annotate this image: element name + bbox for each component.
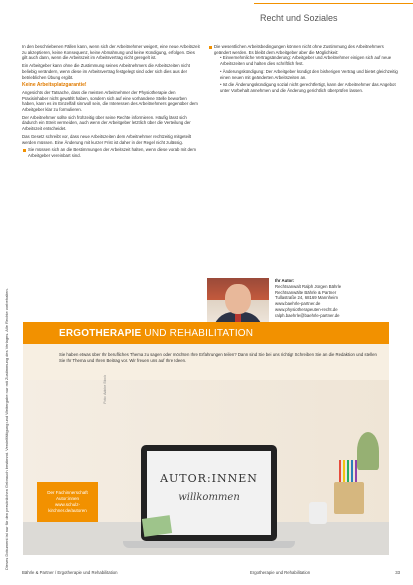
page-number: 33 [395,570,400,575]
cta-line: Autor:innen [55,496,80,501]
laptop-screen-title: AUTOR:INNEN [160,472,258,485]
pencil-image [339,460,341,484]
paragraph: Ein Arbeitgeber kann ohne die Zustimmung seines Arbeitnehmers die Arbeitszeiten nicht beliebig verändern, wenn diese im Arbeitsvertrag festgelegt sind oder sich dies aus der betrieblichen Übung ergibt. [22,63,190,80]
promo-cta-box[interactable] [37,482,98,522]
paragraph: Das Gesetz schreibt vor, dass neue Arbeitszeiten dem Arbeitnehmer rechtzeitig mitgeteilt werden müssen. Eine Änderung mit kurzer Frist ist daher in der Regel nicht zulässig. [22,133,192,145]
sub-list-item: • Einvernehmliche Vertragsänderung: Arbeitgeber und Arbeitnehmer einigen sich auf neue Arbeitszeiten und halten dies schriftlich fest. [220,55,398,66]
paragraph: Der Arbeitnehmer sollte sich frühzeitig über seine Rechte informieren. Häufig lässt sich dadurch ein Streit vermeiden, auch wenn der Arbeitgeber letztlich über die Verteilung der Arbeitszeit entscheidet. [22,114,191,132]
side-copyright-note: Dieses Dokument ist nur für den persönlichen Gebrauch bestimmt. Vervielfältigung und Weitergabe nur mit Zustimmung des Verlages. Alle Rechte vorbehalten. [4,288,9,570]
author-website[interactable]: www.physiotherapeuten-recht.de [275,306,338,312]
cup-image [309,502,327,524]
author-website[interactable]: www.baehrle-partner.de [275,301,321,307]
list-item: Sie müssen sich an die Bestimmungen der Arbeitszeit halten, wenn diese vorab mit dem Arbeitgeber vereinbart sind. [28,147,200,158]
sub-list-item: • Ist die Änderungskündigung sozial nicht gerechtfertigt, kann der Arbeitnehmer das Angebot unter Vorbehalt annehmen und die Änderung gerichtlich überprüfen lassen. [220,82,398,93]
cta-line: Der Fachinnerschaft [47,490,88,495]
promo-text: Sie haben etwas über Ihr berufliches Thema zu sagen oder möchten Ihre Erfahrungen teilen? Dann sind Sie bei uns richtig! Schreiben Sie an die Redaktion und stellen Sie Ihr Thema und Ihren Beitrag vor. Wir freuen uns auf Ihre Ideen. [59,352,377,363]
article-column-right [208,44,398,96]
footer-publication: Ergotherapie und Rehabilitation [250,570,311,575]
list-item-text: Die wesentlichen Arbeitsbedingungen können nicht ohne Zustimmung des Arbeitnehmers geändert werden. Es bleibt dem Arbeitgeber aber die Möglichkeit: [214,44,384,55]
page-footer [22,570,400,575]
author-label: Ihr Autor: [275,278,295,283]
article-subheading: Keine Arbeitsplatzgarantie! [22,82,87,89]
author-line: Tullastraße 24, 68169 Mannheim [275,295,338,301]
author-info [275,278,400,319]
paragraph: In den beschriebenen Fällen kann, wenn sich der Arbeitnehmer weigert, eine neue Arbeitszeit zu akzeptieren, keine Konsequenz, keine Abmahnung und keine Kündigung, erfolgen. Dies gilt auch dann, wenn die Arbeitszeit im Arbeitsvertrag nicht geregelt ist. [22,44,200,61]
author-line: Rechtsanwälte Bährle & Partner [275,289,337,295]
pencil-image [351,460,353,484]
section-title: Recht und Soziales [260,13,338,23]
pencil-image [355,460,357,484]
author-email[interactable]: ralph.baehrle@baehrle-partner.de [275,312,340,318]
sub-list-item: • Änderungskündigung: Der Arbeitgeber kündigt den bisherigen Vertrag und bietet gleichzeitig einen neuen mit geänderten Arbeitszeiten an. [220,69,398,80]
bullet-list [208,44,398,94]
pencil-image [343,460,345,484]
paragraph: Angesichts der Tatsache, dass die meisten Arbeitnehmer der Physiotherapie den Praxisinhaber nicht gewählt haben, sondern sich auf eine vorhandene Stelle beworben haben, kann es im Einzelfall sinnvoll sein, die Interessen des Arbeitnehmers gegenüber dem Arbeitgeber klar zu formulieren. [22,89,198,113]
pencil-cup-image [334,482,364,514]
sticky-note-image [142,515,172,537]
list-item [214,44,398,94]
laptop-screen-subtitle: willkommen [178,492,240,503]
laptop-base [123,541,295,548]
promo-title: ERGOTHERAPIE UND REHABILITATION [59,328,254,339]
article-column-left [22,44,200,161]
sub-list [214,55,398,93]
footer-left: Bährle & Partner / Ergotherapie und Rehabilitation [22,570,118,575]
photo-credit: Foto: Adobe Stock [103,375,107,404]
cta-link[interactable]: www.schulz-kirchner.de/autoren [48,502,87,513]
pencil-image [347,460,349,484]
plant-image [357,432,379,470]
header-rule [254,3,413,4]
author-name: Rechtsanwalt Ralph Jürgen Bährle [275,283,342,289]
bullet-list [22,147,200,158]
